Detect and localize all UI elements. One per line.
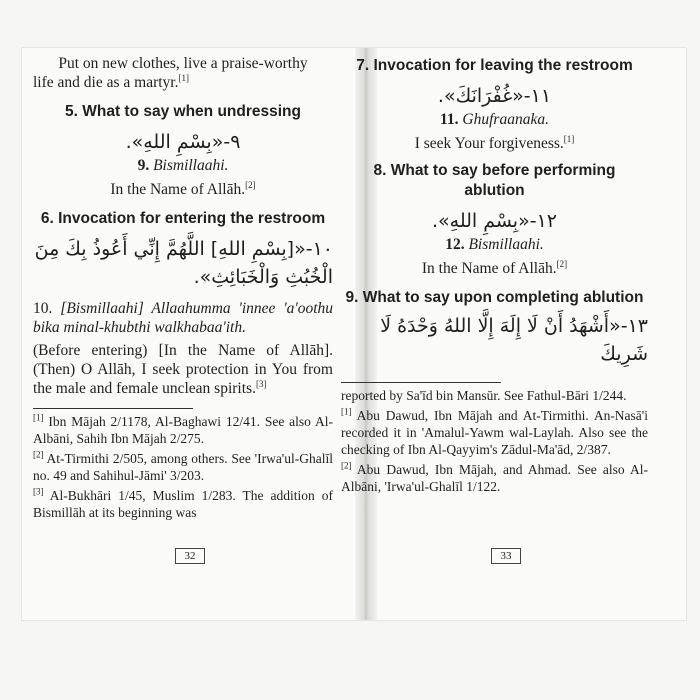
section-6-arabic-line-1: ١٠-«[بِسْمِ اللهِ] اللَّهُمَّ إِنِّي أَعُوذُ بِكَ مِنَ	[34, 238, 333, 260]
section-9-arabic: ١٣-«أَشْهَدُ أَنْ لَا إِلَهَ إِلَّا اللهُ وَحْدَهُ لَا شَرِيكَ	[380, 315, 648, 365]
section-5-arabic: ٩-«بِسْمِ اللهِ».	[125, 131, 241, 153]
section-8-title-line-1: 8. What to say before performing	[373, 162, 616, 179]
footnote: [2] Abu Dawud, Ibn Mājah, and Ahmad. See also Al-Albāni, 'Irwa'ul-Ghalīl 1/122.	[341, 460, 648, 494]
intro-line-2: life and die as a martyr.[1]	[33, 72, 189, 91]
page-number-left: 32	[175, 548, 205, 564]
footnote-continuation: reported by Sa'īd bin Mansūr. See Fathul-Bāri 1/244.	[341, 388, 627, 403]
footnote: [1] Abu Dawud, Ibn Mājah and At-Tirmithi. An-Nasā'i recorded it in 'Amalul-Yawm wal-Laylah. Also see the checking of Ibn Al-Qayyim's Zādul-Ma'ād, 2/387.	[341, 406, 648, 457]
left-footnotes	[33, 413, 333, 521]
section-8-arabic: ١٢-«بِسْمِ اللهِ».	[431, 210, 558, 232]
footnote: [2] At-Tirmithi 2/505, among others. See 'Irwa'ul-Ghalīl no. 49 and Sahihul-Jāmi' 3/203.	[33, 449, 333, 483]
section-5-transliteration: 9. Bismillaahi.	[137, 157, 229, 174]
section-5-translation: In the Name of Allāh.[2]	[110, 179, 256, 198]
right-footnotes	[341, 387, 648, 495]
section-6-transliteration: 10. [Bismillaahi] Allaahumma 'innee 'a'oothu bika minal-khubthi walkhabaa'ith.	[33, 300, 334, 336]
section-9-title: 9. What to say upon completing ablution	[345, 289, 644, 306]
section-8-translation: In the Name of Allāh.[2]	[421, 258, 568, 277]
left-page	[33, 54, 333, 521]
footnote: [3] Al-Bukhāri 1/45, Muslim 1/283. The addition of Bismillāh at its beginning was	[33, 486, 333, 520]
section-6-arabic-line-2: الْخُبُثِ وَالْخَبَائِثِ».	[193, 266, 333, 288]
right-page	[341, 54, 648, 495]
footnote-divider	[33, 408, 193, 409]
footnote-divider	[341, 382, 501, 383]
section-5-title: 5. What to say when undressing	[65, 103, 301, 120]
page-number-right: 33	[491, 548, 521, 564]
section-8-title-line-2: ablution	[464, 182, 525, 199]
section-7-arabic: ١١-«غُفْرَانَكَ».	[437, 85, 552, 107]
section-8-transliteration: 12. Bismillaahi.	[445, 236, 544, 253]
section-7-transliteration: 11. Ghufraanaka.	[440, 111, 549, 128]
section-6-translation: (Before entering) [In the Name of Allāh]. (Then) O Allāh, I seek protection in You from the male and female unclean spirits.[3]	[33, 342, 333, 397]
intro-line-1: Put on new clothes, live a praise-worthy	[58, 55, 308, 72]
section-6-title: 6. Invocation for entering the restroom	[40, 210, 326, 227]
section-7-translation: I seek Your forgiveness.[1]	[414, 133, 575, 152]
section-7-title: 7. Invocation for leaving the restroom	[356, 57, 633, 74]
footnote: [1] Ibn Mājah 2/1178, Al-Baghawi 12/41. See also Al-Albāni, Sahih Ibn Mājah 2/275.	[33, 412, 334, 446]
